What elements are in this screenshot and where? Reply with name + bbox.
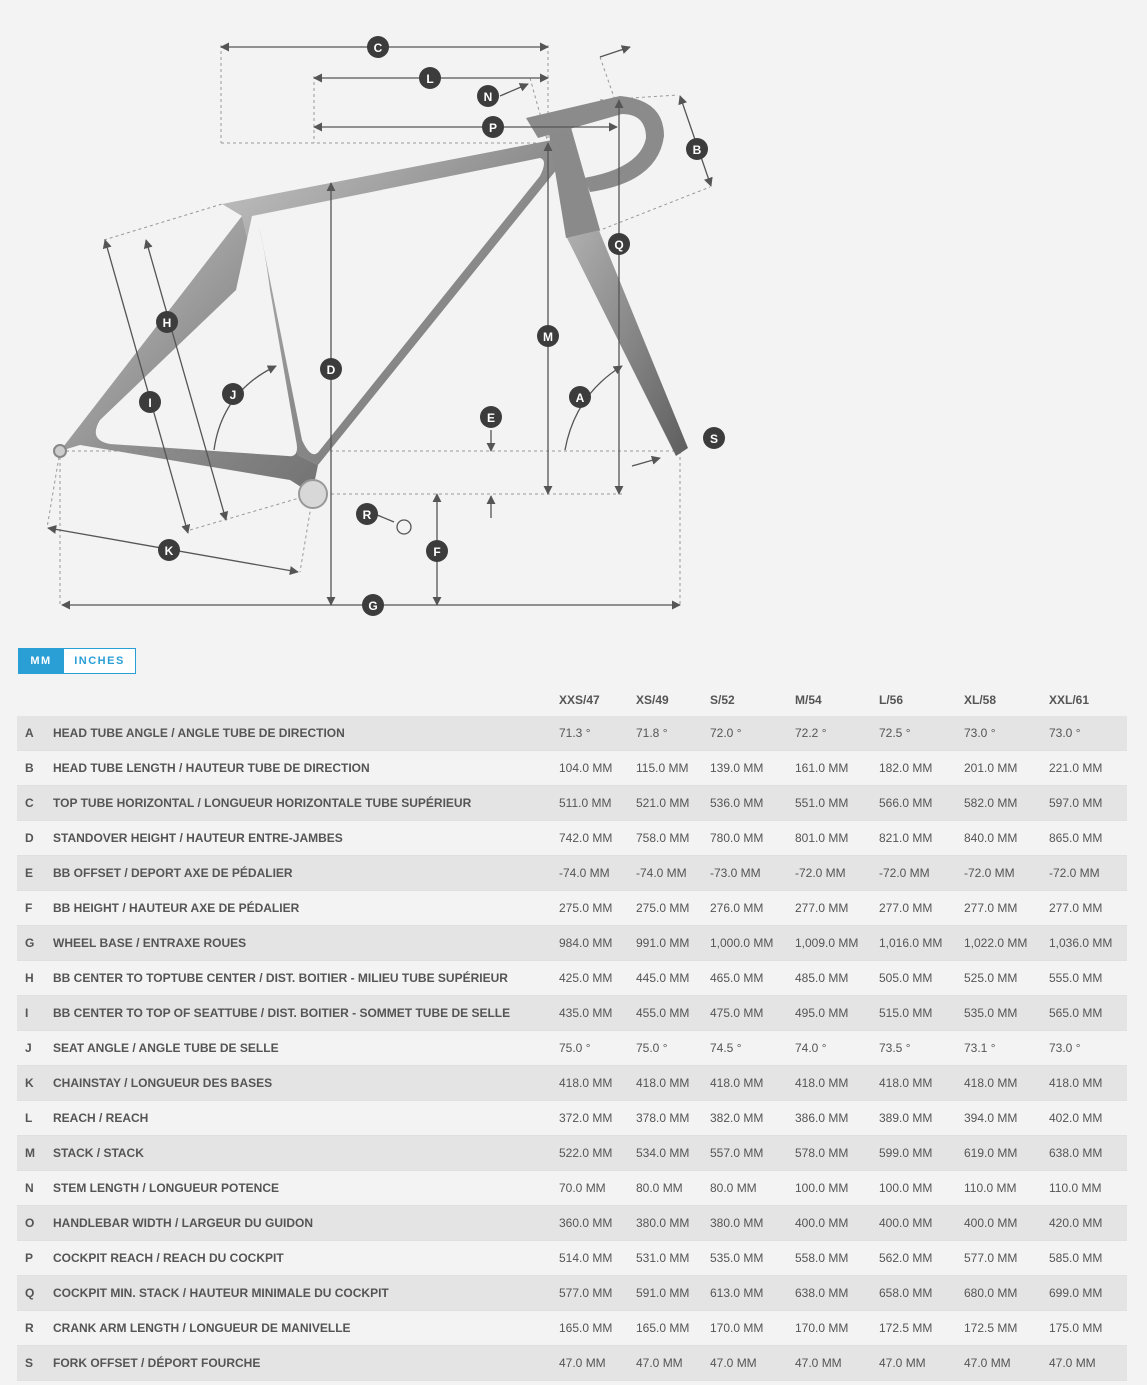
- size-header: L/56: [879, 693, 904, 707]
- row-value: 418.0 MM: [559, 1076, 613, 1090]
- table-row: [17, 1206, 1127, 1241]
- row-value: 75.0 °: [636, 1041, 668, 1055]
- row-value: 445.0 MM: [636, 971, 690, 985]
- row-value: 536.0 MM: [710, 796, 764, 810]
- svg-text:L: L: [426, 72, 434, 86]
- row-value: 638.0 MM: [795, 1286, 849, 1300]
- row-value: 418.0 MM: [636, 1076, 690, 1090]
- row-label: TOP TUBE HORIZONTAL / LONGUEUR HORIZONTALE TUBE SUPÉRIEUR: [53, 796, 472, 810]
- svg-text:C: C: [373, 41, 383, 55]
- row-value: 505.0 MM: [879, 971, 933, 985]
- row-label: REACH / REACH: [53, 1111, 149, 1125]
- row-code: B: [25, 761, 34, 775]
- row-label: SEAT ANGLE / ANGLE TUBE DE SELLE: [53, 1041, 279, 1055]
- row-value: 75.0 °: [559, 1041, 591, 1055]
- row-code: M: [25, 1146, 35, 1160]
- row-code: Q: [25, 1286, 35, 1300]
- row-value: 400.0 MM: [795, 1216, 849, 1230]
- svg-text:A: A: [575, 391, 585, 405]
- row-label: CHAINSTAY / LONGUEUR DES BASES: [53, 1076, 273, 1090]
- row-value: 1,036.0 MM: [1049, 936, 1113, 950]
- row-value: 389.0 MM: [879, 1111, 933, 1125]
- row-value: 619.0 MM: [964, 1146, 1018, 1160]
- row-value: 360.0 MM: [559, 1216, 613, 1230]
- bike-fork: [566, 228, 688, 456]
- row-value: 418.0 MM: [710, 1076, 764, 1090]
- size-header: S/52: [710, 693, 735, 707]
- row-value: 382.0 MM: [710, 1111, 764, 1125]
- row-value: 110.0 MM: [964, 1181, 1017, 1195]
- row-value: 47.0 MM: [559, 1356, 606, 1370]
- row-value: 565.0 MM: [1049, 1006, 1103, 1020]
- svg-text:F: F: [433, 545, 441, 559]
- row-value: 558.0 MM: [795, 1251, 849, 1265]
- row-value: 400.0 MM: [964, 1216, 1018, 1230]
- svg-text:B: B: [692, 143, 702, 157]
- table-row: [17, 1171, 1127, 1206]
- row-value: 531.0 MM: [636, 1251, 690, 1265]
- row-value: 172.5 MM: [964, 1321, 1018, 1335]
- row-value: 275.0 MM: [636, 901, 690, 915]
- row-value: 72.2 °: [795, 726, 827, 740]
- svg-text:I: I: [148, 396, 152, 410]
- row-value: 73.0 °: [1049, 726, 1081, 740]
- row-label: STANDOVER HEIGHT / HAUTEUR ENTRE-JAMBES: [53, 831, 343, 845]
- row-value: 780.0 MM: [710, 831, 764, 845]
- badge-G: [362, 594, 384, 616]
- row-value: 465.0 MM: [710, 971, 764, 985]
- table-row: [17, 716, 1127, 751]
- row-value: 72.5 °: [879, 726, 911, 740]
- size-header: XS/49: [636, 693, 669, 707]
- row-label: HEAD TUBE ANGLE / ANGLE TUBE DE DIRECTION: [53, 726, 345, 740]
- badge-B: [686, 138, 708, 160]
- row-value: 372.0 MM: [559, 1111, 613, 1125]
- row-value: 599.0 MM: [879, 1146, 933, 1160]
- geometry-table: [17, 684, 1127, 1381]
- row-value: 47.0 MM: [795, 1356, 842, 1370]
- row-value: 47.0 MM: [964, 1356, 1011, 1370]
- row-value: 80.0 MM: [710, 1181, 757, 1195]
- svg-text:M: M: [543, 330, 553, 344]
- row-value: 991.0 MM: [636, 936, 690, 950]
- badge-R: [356, 503, 378, 525]
- row-value: -74.0 MM: [559, 866, 610, 880]
- row-value: 380.0 MM: [636, 1216, 690, 1230]
- row-value: 47.0 MM: [1049, 1356, 1096, 1370]
- size-header: XXS/47: [559, 693, 600, 707]
- bike-geometry-diagram: [0, 0, 1147, 640]
- row-value: 74.0 °: [795, 1041, 827, 1055]
- row-code: I: [25, 1006, 29, 1020]
- row-code: A: [25, 726, 34, 740]
- row-code: G: [25, 936, 35, 950]
- badge-L: [419, 67, 441, 89]
- row-value: 170.0 MM: [795, 1321, 849, 1335]
- row-value: 165.0 MM: [559, 1321, 613, 1335]
- row-label: BB OFFSET / DEPORT AXE DE PÉDALIER: [53, 866, 293, 880]
- row-value: 522.0 MM: [559, 1146, 613, 1160]
- row-code: O: [25, 1216, 35, 1230]
- row-value: 455.0 MM: [636, 1006, 690, 1020]
- table-row: [17, 996, 1127, 1031]
- size-header-row: [17, 684, 1127, 716]
- row-code: C: [25, 796, 34, 810]
- row-value: 277.0 MM: [879, 901, 933, 915]
- row-value: 402.0 MM: [1049, 1111, 1103, 1125]
- row-value: 418.0 MM: [879, 1076, 933, 1090]
- row-value: 386.0 MM: [795, 1111, 849, 1125]
- row-value: 115.0 MM: [636, 761, 689, 775]
- row-label: COCKPIT MIN. STACK / HAUTEUR MINIMALE DU COCKPIT: [53, 1286, 389, 1300]
- row-value: 418.0 MM: [1049, 1076, 1103, 1090]
- row-value: 378.0 MM: [636, 1111, 690, 1125]
- table-row: [17, 1066, 1127, 1101]
- row-value: -72.0 MM: [964, 866, 1015, 880]
- badge-P: [482, 116, 504, 138]
- row-value: 277.0 MM: [964, 901, 1018, 915]
- row-code: K: [25, 1076, 34, 1090]
- table-row: [17, 1101, 1127, 1136]
- badge-Q: [608, 233, 630, 255]
- badge-N: [477, 85, 499, 107]
- table-row: [17, 751, 1127, 786]
- row-value: 699.0 MM: [1049, 1286, 1103, 1300]
- row-value: 840.0 MM: [964, 831, 1018, 845]
- row-value: 555.0 MM: [1049, 971, 1103, 985]
- row-code: L: [25, 1111, 33, 1125]
- row-value: 73.1 °: [964, 1041, 996, 1055]
- row-value: 71.8 °: [636, 726, 668, 740]
- row-value: 578.0 MM: [795, 1146, 849, 1160]
- row-value: 74.5 °: [710, 1041, 742, 1055]
- row-value: 1,000.0 MM: [710, 936, 774, 950]
- row-value: 73.0 °: [964, 726, 996, 740]
- unit-mm-button[interactable]: MM: [19, 649, 63, 673]
- svg-text:D: D: [326, 363, 336, 377]
- row-value: 72.0 °: [710, 726, 742, 740]
- row-value: 277.0 MM: [1049, 901, 1103, 915]
- row-code: S: [25, 1356, 34, 1370]
- row-value: 165.0 MM: [636, 1321, 690, 1335]
- badge-C: [367, 36, 389, 58]
- crank-marker: [397, 520, 411, 534]
- row-value: 984.0 MM: [559, 936, 613, 950]
- row-value: 275.0 MM: [559, 901, 613, 915]
- svg-text:S: S: [709, 432, 719, 446]
- badge-H: [156, 311, 178, 333]
- row-value: 394.0 MM: [964, 1111, 1018, 1125]
- row-code: H: [25, 971, 34, 985]
- row-value: 47.0 MM: [636, 1356, 683, 1370]
- row-value: 418.0 MM: [795, 1076, 849, 1090]
- row-value: 535.0 MM: [964, 1006, 1018, 1020]
- row-value: 435.0 MM: [559, 1006, 613, 1020]
- row-label: HEAD TUBE LENGTH / HAUTEUR TUBE DE DIRECTION: [53, 761, 370, 775]
- svg-text:N: N: [483, 90, 493, 104]
- row-value: 582.0 MM: [964, 796, 1018, 810]
- row-value: 475.0 MM: [710, 1006, 764, 1020]
- row-value: 418.0 MM: [964, 1076, 1018, 1090]
- table-row: [17, 961, 1127, 996]
- bike-frame: [54, 140, 566, 508]
- row-value: -72.0 MM: [795, 866, 846, 880]
- row-value: 71.3 °: [559, 726, 591, 740]
- badge-I: [139, 391, 161, 413]
- row-value: -72.0 MM: [879, 866, 930, 880]
- svg-text:Q: Q: [614, 238, 624, 252]
- row-value: 758.0 MM: [636, 831, 690, 845]
- row-value: 591.0 MM: [636, 1286, 690, 1300]
- row-value: 139.0 MM: [710, 761, 764, 775]
- row-value: 201.0 MM: [964, 761, 1018, 775]
- row-value: 1,009.0 MM: [795, 936, 859, 950]
- unit-inches-button[interactable]: INCHES: [63, 649, 135, 673]
- row-code: D: [25, 831, 34, 845]
- row-value: 80.0 MM: [636, 1181, 683, 1195]
- row-value: 420.0 MM: [1049, 1216, 1103, 1230]
- row-value: 742.0 MM: [559, 831, 613, 845]
- row-value: 557.0 MM: [710, 1146, 764, 1160]
- table-row: [17, 786, 1127, 821]
- svg-text:P: P: [488, 121, 498, 135]
- row-label: HANDLEBAR WIDTH / LARGEUR DU GUIDON: [53, 1216, 313, 1230]
- table-row: [17, 926, 1127, 961]
- row-label: BB HEIGHT / HAUTEUR AXE DE PÉDALIER: [53, 901, 300, 915]
- row-value: 680.0 MM: [964, 1286, 1018, 1300]
- row-code: E: [25, 866, 34, 880]
- row-value: 658.0 MM: [879, 1286, 933, 1300]
- row-value: 534.0 MM: [636, 1146, 690, 1160]
- row-value: 110.0 MM: [1049, 1181, 1102, 1195]
- row-label: CRANK ARM LENGTH / LONGUEUR DE MANIVELLE: [53, 1321, 351, 1335]
- row-value: 47.0 MM: [879, 1356, 926, 1370]
- table-row: [17, 821, 1127, 856]
- row-value: 277.0 MM: [795, 901, 849, 915]
- svg-text:J: J: [229, 388, 237, 402]
- svg-text:H: H: [162, 316, 172, 330]
- badge-M: [537, 325, 559, 347]
- table-row: [17, 1136, 1127, 1171]
- row-value: 425.0 MM: [559, 971, 613, 985]
- size-header: XXL/61: [1049, 693, 1090, 707]
- row-value: 821.0 MM: [879, 831, 933, 845]
- badge-K: [158, 539, 180, 561]
- row-value: 485.0 MM: [795, 971, 849, 985]
- badge-S: [703, 427, 725, 449]
- row-value: 515.0 MM: [879, 1006, 933, 1020]
- table-row: [17, 1311, 1127, 1346]
- row-value: 577.0 MM: [964, 1251, 1018, 1265]
- row-value: 562.0 MM: [879, 1251, 933, 1265]
- row-code: P: [25, 1251, 34, 1265]
- row-value: 380.0 MM: [710, 1216, 764, 1230]
- table-row: [17, 856, 1127, 891]
- row-value: -72.0 MM: [1049, 866, 1100, 880]
- table-row: [17, 1276, 1127, 1311]
- row-value: -74.0 MM: [636, 866, 687, 880]
- row-value: 577.0 MM: [559, 1286, 613, 1300]
- row-value: 161.0 MM: [795, 761, 849, 775]
- badge-E: [480, 406, 502, 428]
- row-label: BB CENTER TO TOPTUBE CENTER / DIST. BOITIER - MILIEU TUBE SUPÉRIEUR: [53, 971, 508, 985]
- row-value: 73.5 °: [879, 1041, 911, 1055]
- badge-A: [569, 386, 591, 408]
- row-value: 597.0 MM: [1049, 796, 1103, 810]
- row-value: 511.0 MM: [559, 796, 612, 810]
- row-label: BB CENTER TO TOP OF SEATTUBE / DIST. BOITIER - SOMMET TUBE DE SELLE: [53, 1006, 511, 1020]
- row-value: 70.0 MM: [559, 1181, 606, 1195]
- row-value: 172.5 MM: [879, 1321, 933, 1335]
- row-value: 865.0 MM: [1049, 831, 1103, 845]
- badge-F: [426, 540, 448, 562]
- row-code: R: [25, 1321, 34, 1335]
- row-value: 47.0 MM: [710, 1356, 757, 1370]
- row-value: 566.0 MM: [879, 796, 933, 810]
- badge-J: [222, 383, 244, 405]
- row-value: 73.0 °: [1049, 1041, 1081, 1055]
- row-value: 100.0 MM: [795, 1181, 849, 1195]
- row-value: 495.0 MM: [795, 1006, 849, 1020]
- row-code: N: [25, 1181, 34, 1195]
- size-header: M/54: [795, 693, 822, 707]
- row-value: 1,016.0 MM: [879, 936, 943, 950]
- row-value: 585.0 MM: [1049, 1251, 1103, 1265]
- row-label: WHEEL BASE / ENTRAXE ROUES: [53, 936, 247, 950]
- row-label: FORK OFFSET / DÉPORT FOURCHE: [53, 1356, 261, 1370]
- row-value: 104.0 MM: [559, 761, 613, 775]
- table-row: [17, 1346, 1127, 1381]
- row-value: 276.0 MM: [710, 901, 764, 915]
- table-row: [17, 891, 1127, 926]
- row-value: 535.0 MM: [710, 1251, 764, 1265]
- row-value: 525.0 MM: [964, 971, 1018, 985]
- row-value: 521.0 MM: [636, 796, 690, 810]
- row-code: J: [25, 1041, 32, 1055]
- table-row: [17, 1031, 1127, 1066]
- row-value: 221.0 MM: [1049, 761, 1103, 775]
- svg-text:E: E: [486, 411, 496, 425]
- svg-text:R: R: [362, 508, 372, 522]
- row-value: 182.0 MM: [879, 761, 933, 775]
- unit-toggle: [18, 648, 136, 674]
- row-value: 400.0 MM: [879, 1216, 933, 1230]
- svg-text:G: G: [368, 599, 378, 613]
- row-label: STEM LENGTH / LONGUEUR POTENCE: [53, 1181, 280, 1195]
- row-label: COCKPIT REACH / REACH DU COCKPIT: [53, 1251, 284, 1265]
- row-value: 175.0 MM: [1049, 1321, 1103, 1335]
- svg-text:K: K: [164, 544, 174, 558]
- row-code: F: [25, 901, 33, 915]
- row-value: 801.0 MM: [795, 831, 849, 845]
- row-value: 551.0 MM: [795, 796, 849, 810]
- row-value: 613.0 MM: [710, 1286, 764, 1300]
- row-value: 100.0 MM: [879, 1181, 933, 1195]
- row-value: 514.0 MM: [559, 1251, 613, 1265]
- badge-D: [320, 358, 342, 380]
- row-value: 170.0 MM: [710, 1321, 764, 1335]
- table-row: [17, 1241, 1127, 1276]
- size-header: XL/58: [964, 693, 997, 707]
- row-value: -73.0 MM: [710, 866, 761, 880]
- row-value: 638.0 MM: [1049, 1146, 1103, 1160]
- row-value: 1,022.0 MM: [964, 936, 1028, 950]
- row-label: STACK / STACK: [53, 1146, 144, 1160]
